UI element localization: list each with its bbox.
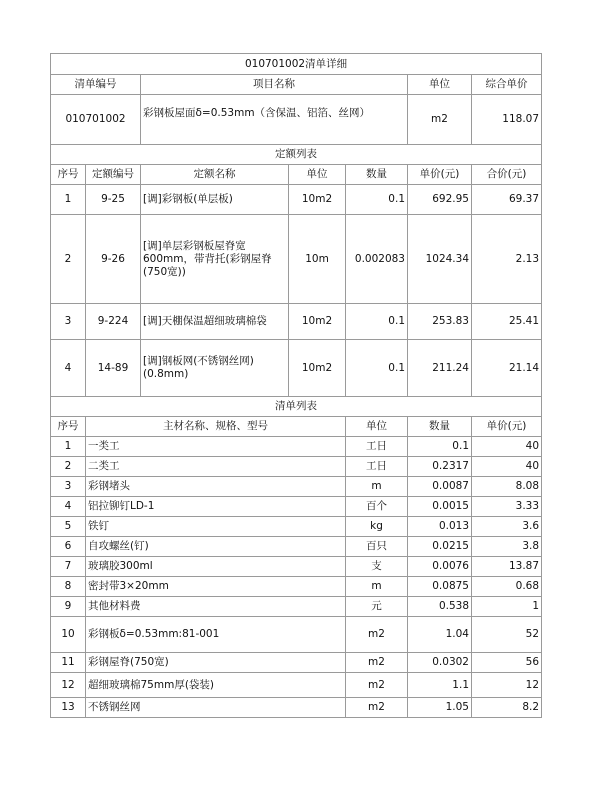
quota-col-unit: 单位: [289, 165, 346, 185]
material-col-unit: 单位: [346, 417, 408, 437]
material-rows: [51, 437, 542, 718]
quota-name: [调]天棚保温超细玻璃棉袋: [141, 304, 289, 340]
material-col-name: 主材名称、规格、型号: [86, 417, 346, 437]
material-name: 铁钉: [86, 517, 346, 537]
quota-code: 9-25: [86, 185, 141, 215]
material-col-qty: 数量: [408, 417, 472, 437]
quota-price: 211.24: [408, 340, 472, 397]
material-unit: 支: [346, 557, 408, 577]
material-name: 其他材料费: [86, 597, 346, 617]
quota-col-price: 单价(元): [408, 165, 472, 185]
material-row: [51, 617, 542, 653]
material-section-title: 清单列表: [51, 397, 542, 417]
material-price: 8.2: [472, 698, 542, 718]
material-price: 12: [472, 673, 542, 698]
material-name: 不锈钢丝网: [86, 698, 346, 718]
material-price: 56: [472, 653, 542, 673]
quota-unit: 10m: [289, 215, 346, 304]
material-price: 1: [472, 597, 542, 617]
quota-total: 2.13: [472, 215, 542, 304]
material-qty: 0.0015: [408, 497, 472, 517]
quota-qty: 0.1: [346, 304, 408, 340]
quota-name: [调]钢板网(不锈钢丝网)(0.8mm): [141, 340, 289, 397]
material-unit: kg: [346, 517, 408, 537]
material-row: [51, 437, 542, 457]
material-no: 2: [51, 457, 86, 477]
quota-col-code: 定额编号: [86, 165, 141, 185]
material-unit: m2: [346, 653, 408, 673]
quota-row: [51, 215, 542, 304]
material-row: [51, 457, 542, 477]
material-price: 3.6: [472, 517, 542, 537]
material-name: 一类工: [86, 437, 346, 457]
material-qty: 0.1: [408, 437, 472, 457]
material-unit: 百个: [346, 497, 408, 517]
material-qty: 0.0302: [408, 653, 472, 673]
quota-unit: 10m2: [289, 340, 346, 397]
material-col-no: 序号: [51, 417, 86, 437]
material-price: 8.08: [472, 477, 542, 497]
material-name: 二类工: [86, 457, 346, 477]
quota-name: [调]彩钢板(单层板): [141, 185, 289, 215]
material-row: [51, 653, 542, 673]
quota-no: 1: [51, 185, 86, 215]
quota-code: 9-26: [86, 215, 141, 304]
material-qty: 0.013: [408, 517, 472, 537]
quota-code: 9-224: [86, 304, 141, 340]
quota-total: 69.37: [472, 185, 542, 215]
quota-unit: 10m2: [289, 304, 346, 340]
material-unit: 元: [346, 597, 408, 617]
material-no: 13: [51, 698, 86, 718]
quota-row: [51, 185, 542, 215]
material-qty: 1.04: [408, 617, 472, 653]
material-row: [51, 477, 542, 497]
quota-qty: 0.002083: [346, 215, 408, 304]
quota-col-total: 合价(元): [472, 165, 542, 185]
quota-price: 253.83: [408, 304, 472, 340]
quota-total: 21.14: [472, 340, 542, 397]
col-unit-price: 综合单价: [472, 75, 542, 95]
material-name: 自攻螺丝(钉): [86, 537, 346, 557]
material-no: 4: [51, 497, 86, 517]
material-row: [51, 497, 542, 517]
bill-unit: m2: [408, 95, 472, 145]
material-price: 52: [472, 617, 542, 653]
bill-item-name: 彩钢板屋面δ=0.53mm（含保温、铝箔、丝网）: [141, 95, 408, 145]
material-qty: 0.0215: [408, 537, 472, 557]
quota-row: [51, 304, 542, 340]
quota-no: 4: [51, 340, 86, 397]
material-price: 40: [472, 437, 542, 457]
material-no: 9: [51, 597, 86, 617]
quota-code: 14-89: [86, 340, 141, 397]
material-unit: 百只: [346, 537, 408, 557]
material-qty: 0.0875: [408, 577, 472, 597]
bill-detail-table: [50, 53, 542, 718]
material-no: 7: [51, 557, 86, 577]
material-price: 13.87: [472, 557, 542, 577]
material-no: 8: [51, 577, 86, 597]
quota-section-title: 定额列表: [51, 145, 542, 165]
material-row: [51, 597, 542, 617]
col-bill-code: 清单编号: [51, 75, 141, 95]
quota-price: 692.95: [408, 185, 472, 215]
material-no: 10: [51, 617, 86, 653]
material-unit: 工日: [346, 457, 408, 477]
bill-code: 010701002: [51, 95, 141, 145]
material-qty: 1.1: [408, 673, 472, 698]
material-qty: 1.05: [408, 698, 472, 718]
col-unit: 单位: [408, 75, 472, 95]
material-name: 玻璃胶300ml: [86, 557, 346, 577]
material-unit: m: [346, 577, 408, 597]
material-price: 3.33: [472, 497, 542, 517]
quota-col-name: 定额名称: [141, 165, 289, 185]
material-no: 6: [51, 537, 86, 557]
material-unit: 工日: [346, 437, 408, 457]
material-name: 密封带3×20mm: [86, 577, 346, 597]
material-name: 彩钢屋脊(750宽): [86, 653, 346, 673]
col-item-name: 项目名称: [141, 75, 408, 95]
material-row: [51, 517, 542, 537]
material-price: 0.68: [472, 577, 542, 597]
quota-total: 25.41: [472, 304, 542, 340]
quota-price: 1024.34: [408, 215, 472, 304]
quota-row: [51, 340, 542, 397]
material-price: 3.8: [472, 537, 542, 557]
quota-no: 3: [51, 304, 86, 340]
material-no: 12: [51, 673, 86, 698]
material-price: 40: [472, 457, 542, 477]
material-row: [51, 557, 542, 577]
quota-name: [调]单层彩钢板屋脊宽600mm，带背托(彩钢屋脊(750宽)): [141, 215, 289, 304]
material-name: 超细玻璃棉75mm厚(袋装): [86, 673, 346, 698]
quota-no: 2: [51, 215, 86, 304]
quota-unit: 10m2: [289, 185, 346, 215]
material-unit: m2: [346, 673, 408, 698]
quota-col-qty: 数量: [346, 165, 408, 185]
material-qty: 0.538: [408, 597, 472, 617]
bill-price: 118.07: [472, 95, 542, 145]
material-qty: 0.2317: [408, 457, 472, 477]
material-name: 铝拉铆钉LD-1: [86, 497, 346, 517]
material-row: [51, 577, 542, 597]
sheet-title: 010701002清单详细: [51, 54, 542, 75]
material-unit: m: [346, 477, 408, 497]
material-unit: m2: [346, 617, 408, 653]
material-name: 彩钢板δ=0.53mm:81-001: [86, 617, 346, 653]
material-no: 5: [51, 517, 86, 537]
material-no: 1: [51, 437, 86, 457]
material-name: 彩钢堵头: [86, 477, 346, 497]
quota-col-no: 序号: [51, 165, 86, 185]
quota-qty: 0.1: [346, 340, 408, 397]
material-no: 3: [51, 477, 86, 497]
material-row: [51, 698, 542, 718]
material-no: 11: [51, 653, 86, 673]
material-col-price: 单价(元): [472, 417, 542, 437]
material-unit: m2: [346, 698, 408, 718]
material-qty: 0.0076: [408, 557, 472, 577]
material-qty: 0.0087: [408, 477, 472, 497]
material-row: [51, 537, 542, 557]
material-row: [51, 673, 542, 698]
quota-qty: 0.1: [346, 185, 408, 215]
